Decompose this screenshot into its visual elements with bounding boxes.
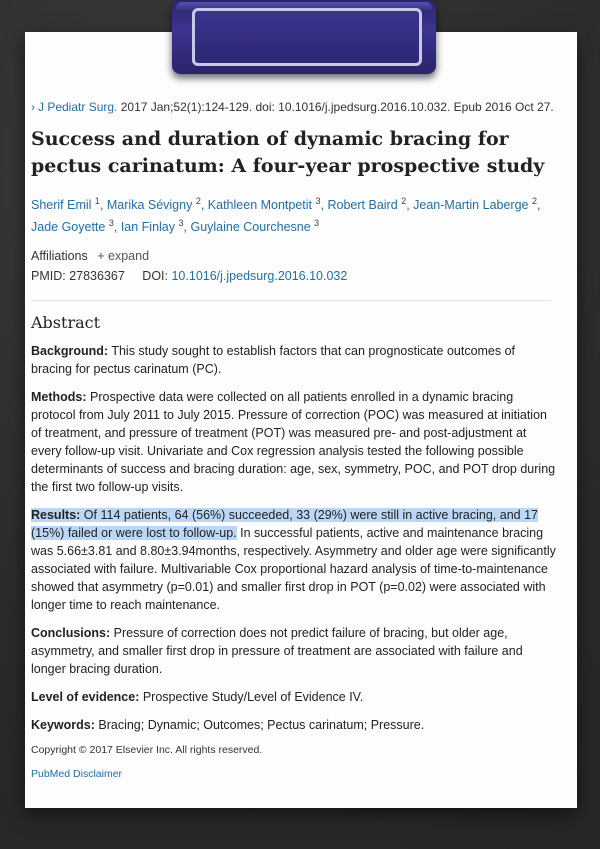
results-label: Results: (31, 508, 81, 523)
author-link[interactable]: Robert Baird (327, 198, 398, 213)
author-link[interactable]: Jean-Martin Laberge (413, 198, 529, 213)
affiliations-label: Affiliations (31, 249, 88, 264)
article-title: Success and duration of dynamic bracing for pectus carinatum: A four-year prospective study (31, 128, 545, 177)
abstract-background (31, 342, 559, 378)
expand-button[interactable]: + expand (97, 249, 150, 264)
author-affiliation-number[interactable]: 2 (401, 196, 407, 206)
doi-link[interactable]: 10.1016/j.jpedsurg.2016.10.032 (171, 269, 348, 284)
evidence-label: Level of evidence: (31, 690, 140, 705)
keywords (31, 716, 559, 734)
background-label: Background: (31, 344, 109, 359)
abstract-heading: Abstract (31, 313, 101, 333)
author-affiliation-number[interactable]: 3 (178, 218, 184, 229)
author-link[interactable]: Ian Finlay (120, 220, 176, 235)
author-affiliation-number[interactable]: 3 (108, 218, 114, 229)
background-text: This study sought to establish factors that can prognosticate outcomes of bracing for pectus carinatum (PC). (31, 344, 516, 377)
author-link[interactable]: Sherif Emil (31, 198, 92, 213)
abstract-methods (31, 388, 559, 496)
evidence-text: Prospective Study/Level of Evidence IV. (139, 690, 364, 705)
author-affiliation-number[interactable]: 3 (315, 196, 321, 206)
author-affiliation-number[interactable]: 2 (195, 196, 201, 206)
pmid: PMID: 27836367 (31, 269, 125, 284)
author-link[interactable]: Kathleen Montpetit (207, 198, 313, 213)
clip-plate (192, 8, 422, 66)
abstract-conclusions (31, 624, 559, 678)
methods-text: Prospective data were collected on all patients enrolled in a dynamic bracing protocol from July 2011 to July 2015. Pressure of correction (POC) was measured at initiation of treatment, and pressure of treatment (POT) was measured pre- and post-adjustment at every follow-up visit. Univariate and Cox regression analysis tested the following possible determinants of success and bracing duration: age, sex, symmetry, POC, and POT drop during the first two follow-up visits. (31, 390, 556, 495)
clipboard-clip (172, 0, 436, 74)
copyright-notice: Copyright © 2017 Elsevier Inc. All rights reserved. (31, 744, 263, 757)
keywords-label: Keywords: (31, 718, 95, 733)
author-affiliation-number[interactable]: 2 (531, 196, 537, 206)
pubmed-disclaimer-link[interactable]: PubMed Disclaimer (31, 768, 123, 781)
author-affiliation-number[interactable]: 3 (314, 218, 320, 229)
author-link[interactable]: Guylaine Courchesne (190, 220, 311, 235)
divider (31, 300, 551, 301)
article-content (31, 100, 561, 780)
keywords-text: Bracing; Dynamic; Outcomes; Pectus carinatum; Pressure. (94, 718, 425, 733)
author-affiliation-number[interactable]: 1 (94, 196, 100, 206)
abstract-results (31, 506, 559, 614)
article-meta (31, 246, 561, 286)
author-link[interactable]: Marika Sévigny (106, 198, 193, 213)
chevron-right-icon: › (31, 100, 35, 114)
conclusions-text: Pressure of correction does not predict failure of bracing, but older age, asymmetry, and smaller first drop in pressure of treatment are associated with failure and longer bracing duration. (31, 626, 523, 677)
citation-details: 2017 Jan;52(1):124-129. doi: 10.1016/j.jpedsurg.2016.10.032. Epub 2016 Oct 27. (120, 100, 554, 114)
methods-label: Methods: (31, 390, 87, 405)
citation-line (31, 100, 561, 114)
results-text: In successful patients, active and maintenance bracing was 5.66±3.81 and 8.80±3.94months, respectively. Asymmetry and older age were significantly associated with failure. Multivariable Cox proportional hazard analysis of time-to-maintenance showed that asymmetry (p=0.01) and smaller first drop in POT (p=0.02) were associated with longer time to reach maintenance. (31, 526, 556, 613)
conclusions-label: Conclusions: (31, 626, 111, 641)
doi-label: DOI: (142, 269, 168, 284)
author-link[interactable]: Jade Goyette (31, 220, 106, 235)
journal-link[interactable]: J Pediatr Surg. (38, 100, 118, 114)
level-of-evidence (31, 688, 559, 706)
results-highlight-text: Of 114 patients, 64 (56%) succeeded, 33 (29%) were still in active bracing, and 17 (15%) failed or were lost to follow-up. (31, 508, 538, 541)
author-list: Sherif Emil $^1$, Marika Sévigny $^2$, Kathleen Montpetit $^3$, Robert Baird $^2$, Jean-Martin Laberge $^2$, Jade Goyette $^3$, Ian Finlay $^3$, Guylaine Courchesne $^3$ (31, 196, 541, 235)
